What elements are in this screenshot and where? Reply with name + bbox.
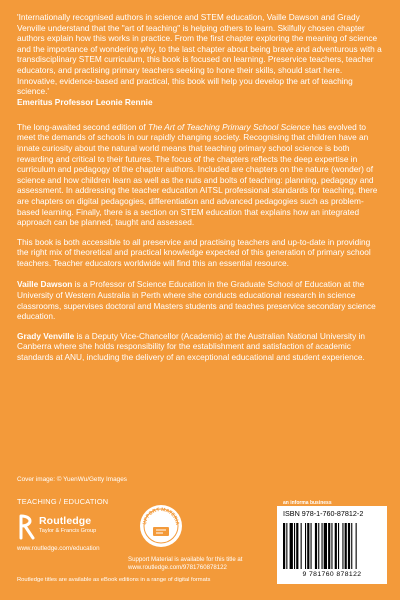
barcode-box <box>277 506 387 584</box>
publisher-name: Routledge <box>39 515 92 527</box>
category-label: TEACHING / EDUCATION <box>17 497 109 506</box>
endorsement-attribution: Emeritus Professor Leonie Rennie <box>17 96 153 107</box>
barcode-icon <box>283 523 381 569</box>
book-description-second: This book is both accessible to all preservice and practising teachers and up-to-date in providing the right mix of theoretical and practical knowledge expected of this generation of primary school teachers. Teacher educators worldwide will find this an essential resource. <box>17 236 371 268</box>
support-material-text: Support Material is available for this title at www.routledge.com/9781760878122 <box>128 556 243 571</box>
author-bio: Grady Venville is a Deputy Vice-Chancellor (Academic) at the Australian National University in Canberra where she holds responsibility for the establishment and satisfaction of academic standards at ANU, including the delivery of an exceptional educational and student experience. <box>17 330 366 363</box>
barcode-number: 9 781760 878122 <box>302 571 362 578</box>
publisher-group: Taylor & Francis Group <box>39 528 97 534</box>
support-badge-text: UPPORT MATERIA <box>142 506 181 526</box>
isbn-label: ISBN 978-1-760-87812-2 <box>283 509 364 518</box>
back-cover-text <box>17 12 383 372</box>
publisher-website[interactable]: www.routledge.com/education <box>17 545 100 552</box>
support-material-badge-icon <box>138 503 184 549</box>
author-name: Grady Venville <box>17 330 75 341</box>
cover-image-credit: Cover image: © YuenWu/Getty Images <box>17 476 127 483</box>
endorsement-quote: 'Internationally recognised authors in science and STEM education, Vaille Dawson and Grady Venville understand that the "art of teaching" is helping others to learn. Skilfully chosen chapter authors explain how this works in practice. From the first chapter exploring the meaning of science and the importance of wondering why, to the last chapter about being brave and adventurous with a transdisciplinary STEM curriculum, this book is focused on learning. Preservice teachers, teacher educators, and practising primary teachers seeking to hone their skills, should start here. Innovative, evidence-based and practical, this book will help you develop the art of teaching science.' <box>17 12 382 97</box>
author-name: Vaille Dawson <box>17 279 73 290</box>
book-title: The Art of Teaching Primary School Science <box>148 121 311 132</box>
informa-tag: an informa business <box>283 500 332 506</box>
footer-note: Routledge titles are available as eBook editions in a range of digital formats <box>17 577 211 583</box>
book-description: The long-awaited second edition of The Art of Teaching Primary School Science has evolved to meet the demands of schools in our rapidly changing society. Recognising that children have an innate curiosity about the natural world means that teaching primary school science is both rewarding and critical to their futures. The focus of the chapters reflects the deep expertise in curriculum and pedagogy of the chapter authors. Included are chapters on the nature (wonder) of science and how children learn as well as the nuts and bolts of teaching: planning, pedagogy and assessment. In addressing the teacher education AITSL professional standards for teaching, there are chapters on digital pedagogies, differentiation and advanced pedagogies such as problem-based learning. Finally, there is a section on STEM education that explains how an integrated approach can be planned, taught and assessed. <box>17 121 378 228</box>
author-bio: Vaille Dawson is a Professor of Science Education in the Graduate School of Education at the University of Western Australia in Perth where she conducts educational research in science classrooms, supervises doctoral and Masters students and teaches preservice secondary science education. <box>17 279 376 322</box>
routledge-logo-icon <box>17 514 37 540</box>
